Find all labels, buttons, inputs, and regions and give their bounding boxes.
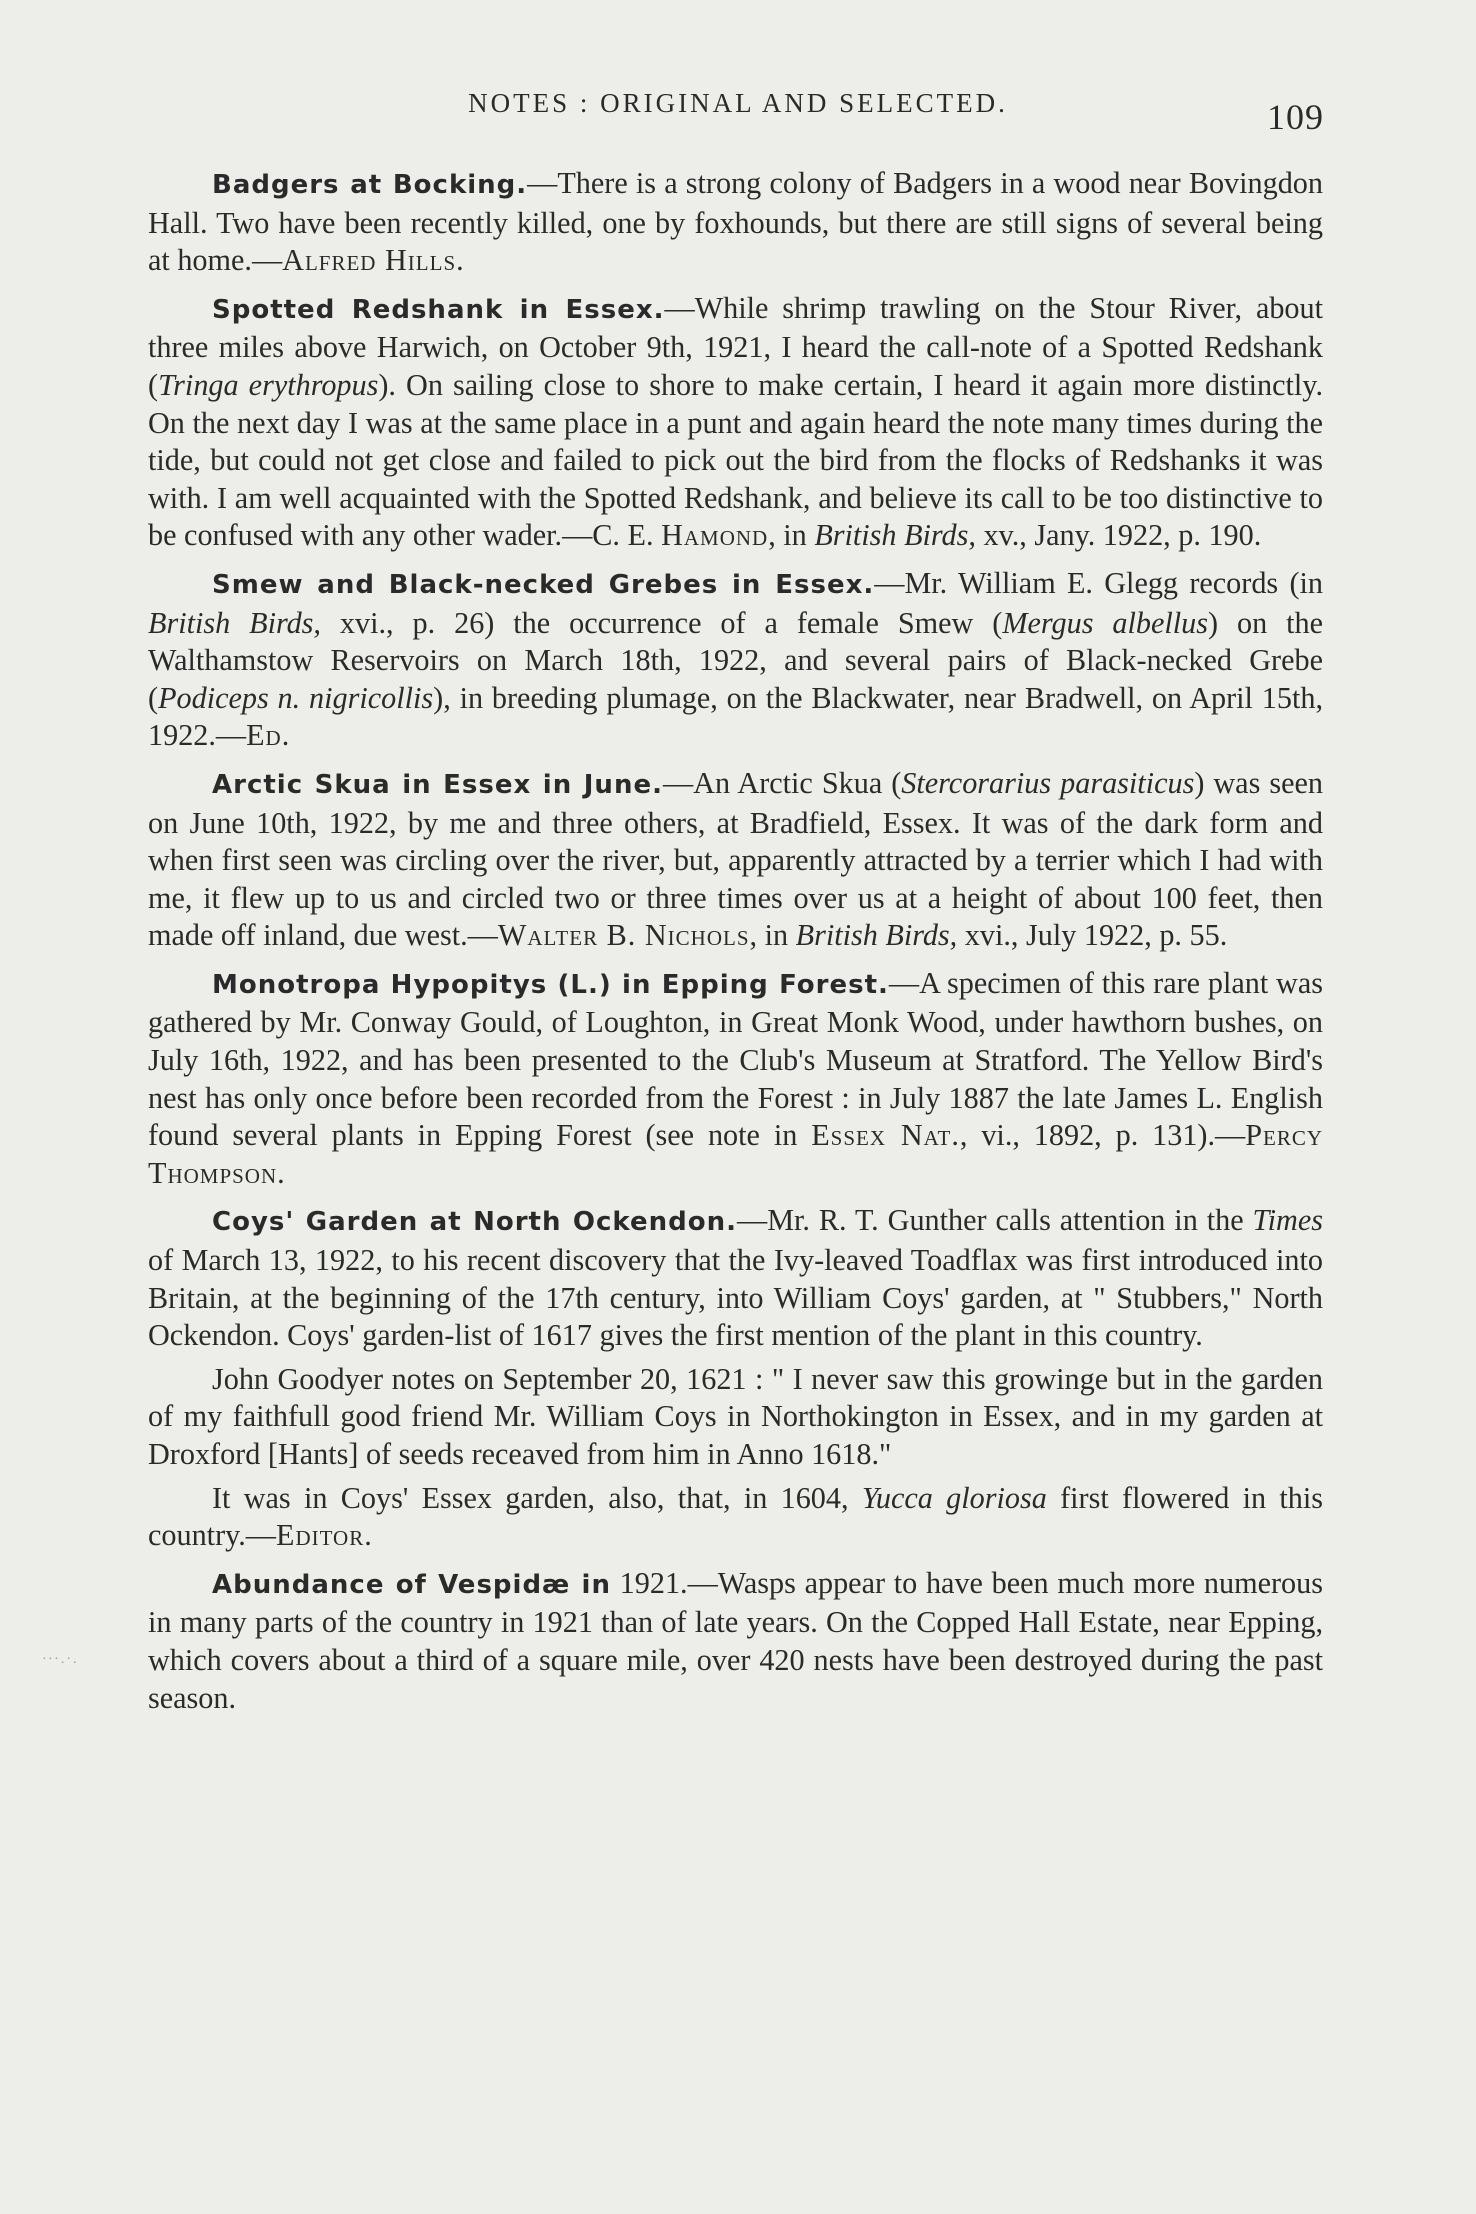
note-spotted-redshank (148, 290, 1323, 555)
note-text: ) on the Walthamstow Reservoirs on March 18th, 1922, and several pairs of Black-necked Grebe ( (148, 605, 1323, 715)
note-arctic-skua (148, 765, 1323, 955)
latin-name: Yucca gloriosa (861, 1480, 1047, 1515)
note-signature: Ed. (246, 718, 291, 753)
note-text: of March 13, 1922, to his recent discovery that the Ivy-leaved Toadflax was first introduced into Britain, at the beginning of the 17th century, into William Coys' garden, at " Stubbers," North Ockendon. Coys' garden-list of 1617 gives the first mention of the plant in this country. (148, 1243, 1323, 1353)
note-badgers (148, 165, 1323, 280)
note-signature: Alfred Hills. (282, 243, 465, 278)
notes-body (148, 165, 1323, 1727)
note-text: —While shrimp trawling on the Stour River, about three miles above Harwich, on October 9th, 1921, I heard the call-note of a Spotted Redshank ( (148, 290, 1324, 402)
note-heading: Smew and Black-necked Grebes in Essex. (212, 569, 875, 600)
note-text: —Mr. William E. Glegg records (in (874, 565, 1323, 600)
note-text: —There is a strong colony of Badgers in a wood near Bovingdon Hall. Two have been recently killed, one by foxhounds, but there are still signs of several being at home.— (148, 166, 1323, 278)
note-text: ). On sailing close to shore to make certain, I heard it again more distinctly. On the next day I was at the same place in a punt and again heard the note many times during the tide, but could not get close and failed to pick out the bird from the flocks of Redshanks it was with. I am well acquainted with the Spotted Redshank, and believe its call to be too distinctive to be confused with any other wader.—C. E. (148, 367, 1323, 553)
note-heading: Arctic Skua in Essex in June. (212, 769, 663, 800)
note-text: , in (768, 518, 815, 553)
note-text: It was in Coys' Essex garden, also, that, in 1604, (212, 1480, 862, 1515)
journal-name: Essex Nat. (811, 1118, 960, 1153)
latin-name: Tringa erythropus (158, 367, 379, 402)
source-title: British Birds, (795, 918, 958, 953)
note-vespidae (148, 1565, 1323, 1717)
source-title: Times (1252, 1203, 1324, 1238)
source-title: British Birds, (814, 518, 976, 553)
note-text: 1921.—Wasps appear to have been much more numerous in many parts of the country in 1921 than of late years. On the Copped Hall Estate, near Epping, which covers about a third of a square mile, over 420 nests have been destroyed during the past season. (148, 1565, 1323, 1715)
note-signature: Percy Thompson. (148, 1118, 1324, 1190)
note-text: —Mr. R. T. Gunther calls attention in the (737, 1203, 1253, 1238)
note-signature: Editor. (276, 1518, 373, 1553)
note-heading: Abundance of Vespidæ in (212, 1569, 611, 1600)
margin-mark: ·∙·.·. (42, 1652, 79, 1667)
latin-name: Podiceps n. nigricollis (158, 680, 434, 715)
note-heading: Spotted Redshank in Essex. (212, 294, 665, 325)
note-author: Hamond (661, 518, 769, 553)
note-text: xvi., July 1922, p. 55. (957, 918, 1228, 953)
running-head: NOTES : ORIGINAL AND SELECTED. (468, 88, 1008, 118)
note-text: xv., Jany. 1922, p. 190. (975, 518, 1262, 553)
note-text: John Goodyer notes on September 20, 1621 : " I never saw this growinge but in the garden of my faithfull good friend Mr. William Coys in Northokington in Essex, and in my garden at Droxford [Hants] of seeds receaved from him in Anno 1618." (148, 1361, 1323, 1471)
note-smew-grebes (148, 565, 1323, 755)
note-heading: Badgers at Bocking. (212, 170, 528, 200)
note-coys-garden (148, 1202, 1323, 1354)
note-coys-goodyer (148, 1361, 1323, 1474)
latin-name: Mergus albellus (1002, 605, 1208, 640)
note-text: ) was seen on June 10th, 1922, by me and three others, at Bradfield, Essex. It was of the dark form and when first seen was circling over the river, but, apparently attracted by a terrier which I had with me, it flew up to us and circled two or three times over us at a height of about 100 feet, then made off inland, due west.— (148, 765, 1323, 953)
note-text: ), in breeding plumage, on the Blackwater, near Bradwell, on April 15th, 1922.— (148, 680, 1323, 753)
note-signature: Walter B. Nichols (497, 918, 750, 953)
note-text: xvi., p. 26) the occurrence of a female Smew ( (320, 605, 1003, 640)
page-number: 109 (1267, 97, 1324, 137)
note-heading: Coys' Garden at North Ockendon. (212, 1207, 738, 1238)
note-text: , vi., 1892, p. 131).— (959, 1118, 1246, 1153)
note-text: —A specimen of this rare plant was gathered by Mr. Conway Gould, of Loughton, in Great Monk Wood, under hawthorn bushes, on July 16th, 1922, and has been presented to the Club's Museum at Stratford. The Yellow Bird's nest has only once before been recorded from the Forest : in July 1887 the late James L. English found several plants in Epping Forest (see note in (148, 965, 1323, 1153)
note-text: first flowered in this country.— (148, 1480, 1323, 1553)
note-heading: Monotropa Hypopitys (L.) in Epping Forest. (212, 969, 889, 1000)
note-monotropa (148, 965, 1323, 1193)
note-text: —An Arctic Skua ( (662, 765, 902, 800)
latin-name: Stercorarius parasiticus (901, 765, 1195, 800)
source-title: British Birds, (148, 605, 321, 640)
note-coys-yucca (148, 1480, 1323, 1555)
note-text: , in (749, 918, 796, 953)
